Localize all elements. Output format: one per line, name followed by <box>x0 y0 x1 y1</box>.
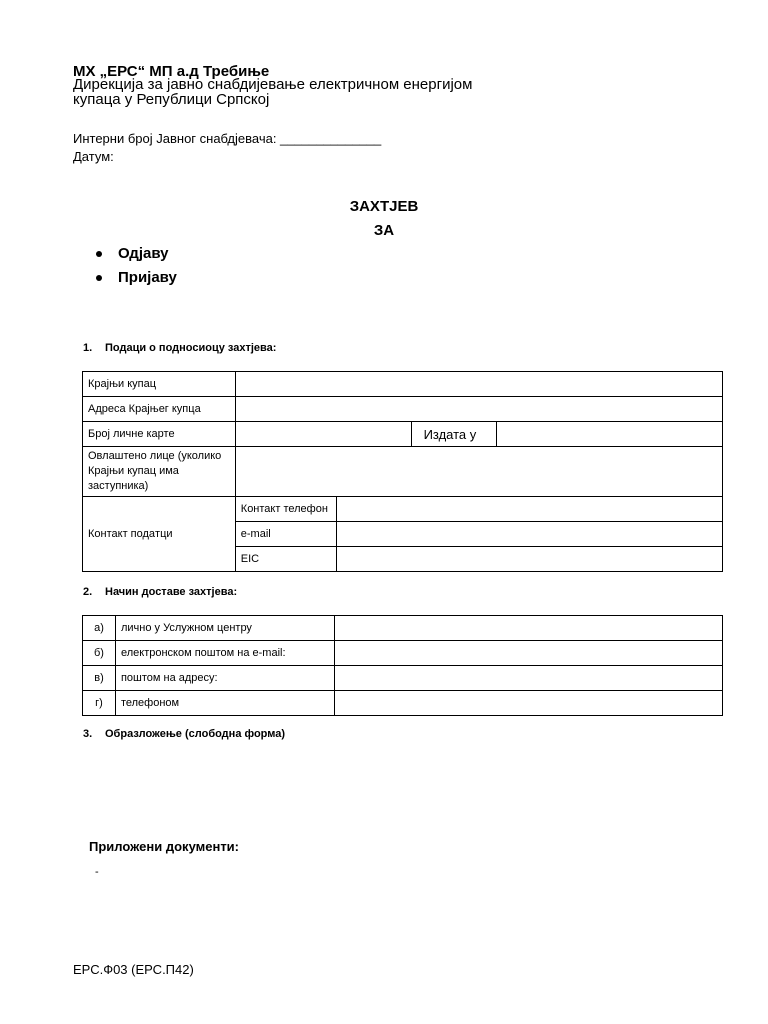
table-row <box>83 641 723 666</box>
section-2-number: 2. <box>83 586 93 598</box>
delivery-field[interactable] <box>334 691 722 716</box>
date-label: Датум: <box>73 149 114 164</box>
section-1-heading <box>83 342 276 354</box>
delivery-letter: а) <box>83 616 116 641</box>
delivery-letter: б) <box>83 641 116 666</box>
address-field[interactable] <box>235 397 722 422</box>
delivery-field[interactable] <box>334 616 722 641</box>
delivery-label: телефоном <box>115 691 334 716</box>
table-row <box>83 447 723 497</box>
email-field[interactable] <box>336 522 722 547</box>
section-3-number: 3. <box>83 728 93 740</box>
table-row <box>83 666 723 691</box>
delivery-label: лично у Услужном центру <box>115 616 334 641</box>
option-deregistration: Одјаву <box>94 242 177 266</box>
delivery-field[interactable] <box>334 666 722 691</box>
table-row <box>83 372 723 397</box>
section-1-title: Подаци о подносиоцу захтјева: <box>105 342 277 354</box>
issued-in-label: Издата у <box>411 422 496 447</box>
option-registration: Пријаву <box>94 266 177 290</box>
directorate-line-1: Дирекција за јавно снабдијевање електричном енергијом <box>73 76 473 93</box>
email-label: e-mail <box>235 522 336 547</box>
delivery-letter: в) <box>83 666 116 691</box>
issued-in-field[interactable] <box>496 422 723 447</box>
internal-number-label: Интерни број Јавног снабдјевача: ______________ <box>73 131 382 146</box>
section-3-heading <box>83 728 285 740</box>
request-subtitle: ЗА <box>373 222 395 239</box>
attachments-dash: - <box>95 866 99 878</box>
request-options <box>94 242 177 290</box>
id-card-label: Број личне карте <box>83 422 236 447</box>
address-label: Адреса Крајњег купца <box>83 397 236 422</box>
section-3-title: Образложење (слободна форма) <box>105 728 286 740</box>
delivery-field[interactable] <box>334 641 722 666</box>
table-row <box>83 422 723 447</box>
eic-field[interactable] <box>336 547 722 572</box>
phone-label: Контакт телефон <box>235 497 336 522</box>
contact-label: Контакт подaтци <box>83 497 236 572</box>
attachments-title: Приложени документи: <box>89 839 240 854</box>
delivery-label: електронском поштом на e-mail: <box>115 641 334 666</box>
end-customer-field[interactable] <box>235 372 722 397</box>
delivery-method-table <box>82 615 723 716</box>
request-title: ЗАХТЈЕВ <box>349 198 419 215</box>
table-row <box>83 397 723 422</box>
authorized-person-label: Овлаштено лице (уколико Крајњи купац има заступника) <box>83 447 236 497</box>
id-card-field[interactable] <box>235 422 411 447</box>
company-name: МХ „ЕРС“ МП а.д Требиње <box>73 63 270 80</box>
end-customer-label: Крајњи купац <box>83 372 236 397</box>
form-code: ЕРС.Ф03 (ЕРС.П42) <box>73 962 194 977</box>
phone-field[interactable] <box>336 497 722 522</box>
delivery-label: поштом на адресу: <box>115 666 334 691</box>
eic-label: EIC <box>235 547 336 572</box>
delivery-letter: г) <box>83 691 116 716</box>
section-2-heading <box>83 586 237 598</box>
authorized-person-field[interactable] <box>235 447 722 497</box>
table-row <box>83 497 723 522</box>
table-row <box>83 691 723 716</box>
table-row <box>83 616 723 641</box>
section-1-number: 1. <box>83 342 93 354</box>
applicant-table <box>82 371 723 572</box>
directorate-line-2: купаца у Републици Српској <box>73 91 270 108</box>
section-2-title: Начин доставе захтјева: <box>105 586 238 598</box>
